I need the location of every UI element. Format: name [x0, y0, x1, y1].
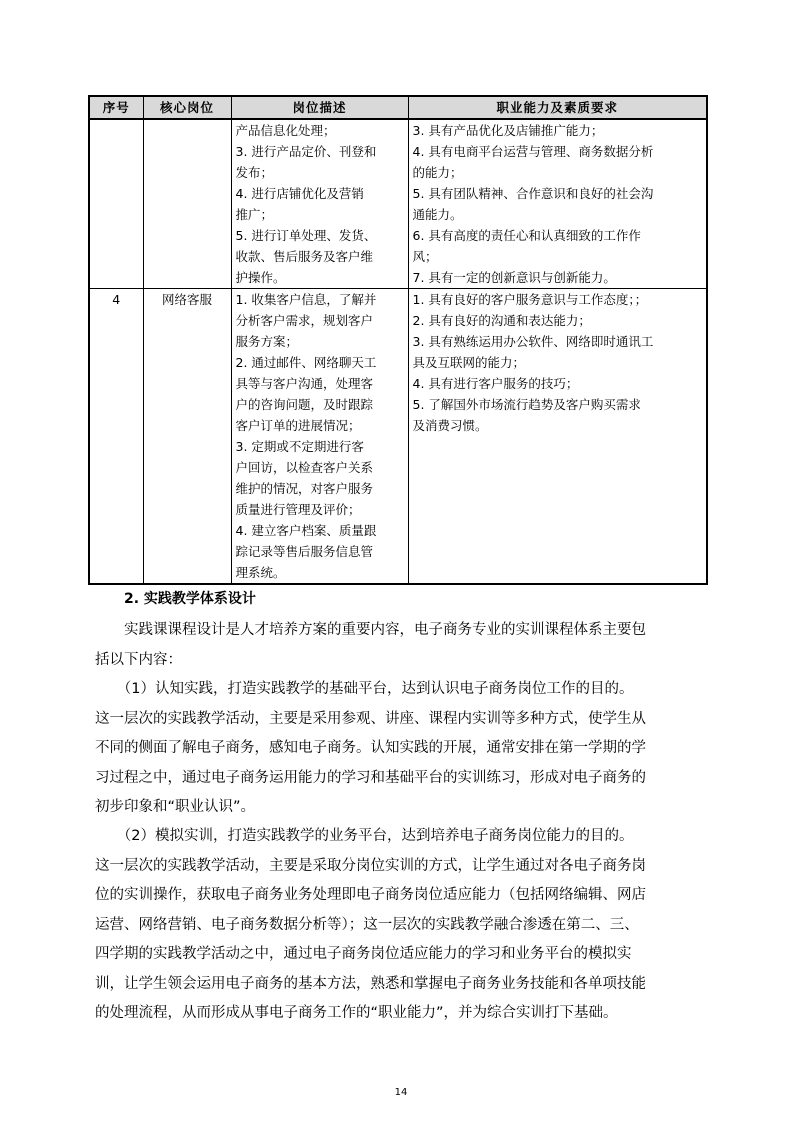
description-line: 推广； — [235, 207, 274, 222]
description-line: 3. 进行产品定价、刊登和 — [235, 144, 377, 159]
paragraph-line: （2）模拟实训，打造实践教学的业务平台，达到培养电子商务岗位能力的目的。 — [95, 828, 634, 844]
paragraph-line: 实践课课程设计是人才培养方案的重要内容，电子商务专业的实训课程体系主要包 — [95, 622, 646, 638]
header-index: 序号 — [89, 96, 143, 119]
requirement-line: 6. 具有高度的责任心和认真细致的工作作 — [412, 228, 641, 243]
description-line: 具等与客户沟通，处理客 — [235, 376, 374, 391]
requirement-line: 具及互联网的能力； — [412, 355, 526, 370]
description-line: 客户订单的进展情况； — [235, 418, 361, 433]
requirement-line: 5. 具有团队精神、合作意识和良好的社会沟 — [412, 186, 654, 201]
description-line: 4. 建立客户档案、质量跟 — [235, 523, 377, 538]
description-line: 服务方案； — [235, 334, 299, 349]
paragraph-line: （1）认知实践，打造实践教学的基础平台，达到认识电子商务岗位工作的目的。 — [95, 681, 634, 697]
description-line: 质量进行管理及评价； — [235, 502, 361, 517]
description-line: 分析客户需求，规划客户 — [235, 313, 374, 328]
paragraph-line: 的处理流程，从而形成从事电子商务工作的“职业能力”，并为综合实训打下基础。 — [95, 1005, 618, 1021]
requirement-line: 3. 具有熟练运用办公软件、网络即时通讯工 — [412, 334, 654, 349]
paragraph — [95, 822, 705, 1029]
header-requirements: 职业能力及素质要求 — [408, 96, 707, 119]
header-core-position: 核心岗位 — [143, 96, 231, 119]
paragraph-line: 习过程之中，通过电子商务运用能力的学习和基础平台的实训练习，形成对电子商务的 — [95, 769, 646, 786]
row-position — [143, 119, 231, 289]
paragraph-line: 初步印象和“职业认识”。 — [95, 799, 256, 815]
description-line: 踪记录等售后服务信息管 — [235, 544, 374, 559]
description-line: 户回访，以检查客户关系 — [235, 460, 374, 475]
description-line: 1. 收集客户信息，了解并 — [235, 292, 377, 307]
description-line: 发布； — [235, 165, 274, 180]
requirement-line: 风； — [412, 249, 438, 264]
description-line: 户的咨询问题，及时跟踪 — [235, 397, 374, 412]
page-number: 14 — [394, 1087, 408, 1098]
paragraph-line: 括以下内容： — [95, 651, 182, 668]
row-index — [89, 119, 143, 289]
paragraph-line: 这一层次的实践教学活动，主要是采取分岗位实训的方式，让学生通过对各电子商务岗 — [95, 857, 646, 874]
row-requirements — [408, 289, 707, 585]
description-line: 4. 进行店铺优化及营销 — [235, 186, 364, 201]
paragraph-line: 训，让学生领会运用电子商务的基本方法，熟悉和掌握电子商务业务技能和各单项技能 — [95, 975, 646, 992]
row-description — [231, 119, 408, 289]
row-description — [231, 289, 408, 585]
paragraph-line: 运营、网络营销、电子商务数据分析等）；这一层次的实践教学融合渗透在第二、三、 — [95, 916, 639, 933]
row-position: 网络客服 — [143, 289, 231, 585]
requirement-line: 1. 具有良好的客户服务意识与工作态度；； — [412, 292, 648, 307]
header-description: 岗位描述 — [231, 96, 408, 119]
description-line: 5. 进行订单处理、发货、 — [235, 228, 377, 243]
paragraph-line: 位的实训操作，获取电子商务业务处理即电子商务岗位适应能力（包括网络编辑、网店 — [95, 887, 646, 903]
description-line: 产品信息化处理； — [235, 123, 336, 138]
description-line: 维护的情况，对客户服务 — [235, 481, 374, 496]
description-line: 3. 定期或不定期进行客 — [235, 439, 364, 454]
row-requirements — [408, 119, 707, 289]
description-line: 理系统。 — [235, 565, 286, 580]
table-row — [89, 119, 707, 289]
paragraph — [95, 616, 705, 675]
description-line: 2. 通过邮件、网络聊天工 — [235, 355, 377, 370]
description-line: 护操作。 — [235, 270, 286, 285]
paragraph-line: 这一层次的实践教学活动，主要是采用参观、讲座、课程内实训等多种方式，使学生从 — [95, 710, 646, 727]
requirement-line: 的能力； — [412, 165, 463, 180]
job-requirements-table — [88, 95, 708, 585]
description-line: 收款、售后服务及客户维 — [235, 249, 374, 264]
row-index: 4 — [89, 289, 143, 585]
section-heading: 2. 实践教学体系设计 — [124, 591, 256, 607]
requirement-line: 5. 了解国外市场流行趋势及客户购买需求 — [412, 397, 641, 412]
table-header-row — [89, 96, 707, 119]
table-row — [89, 289, 707, 585]
requirement-line: 4. 具有进行客户服务的技巧； — [412, 376, 579, 391]
requirement-line: 3. 具有产品优化及店铺推广能力； — [412, 123, 604, 138]
paragraph-line: 不同的侧面了解电子商务，感知电子商务。认知实践的开展，通常安排在第一学期的学 — [95, 740, 646, 756]
requirement-line: 4. 具有电商平台运营与管理、商务数据分析 — [412, 144, 654, 159]
paragraph — [95, 675, 705, 823]
requirement-line: 2. 具有良好的沟通和表达能力； — [412, 313, 591, 328]
requirement-line: 7. 具有一定的创新意识与创新能力。 — [412, 270, 616, 285]
requirement-line: 通能力。 — [412, 207, 463, 222]
paragraph-line: 四学期的实践教学活动之中，通过电子商务岗位适应能力的学习和业务平台的模拟实 — [95, 946, 632, 962]
requirement-line: 及消费习惯。 — [412, 418, 488, 433]
